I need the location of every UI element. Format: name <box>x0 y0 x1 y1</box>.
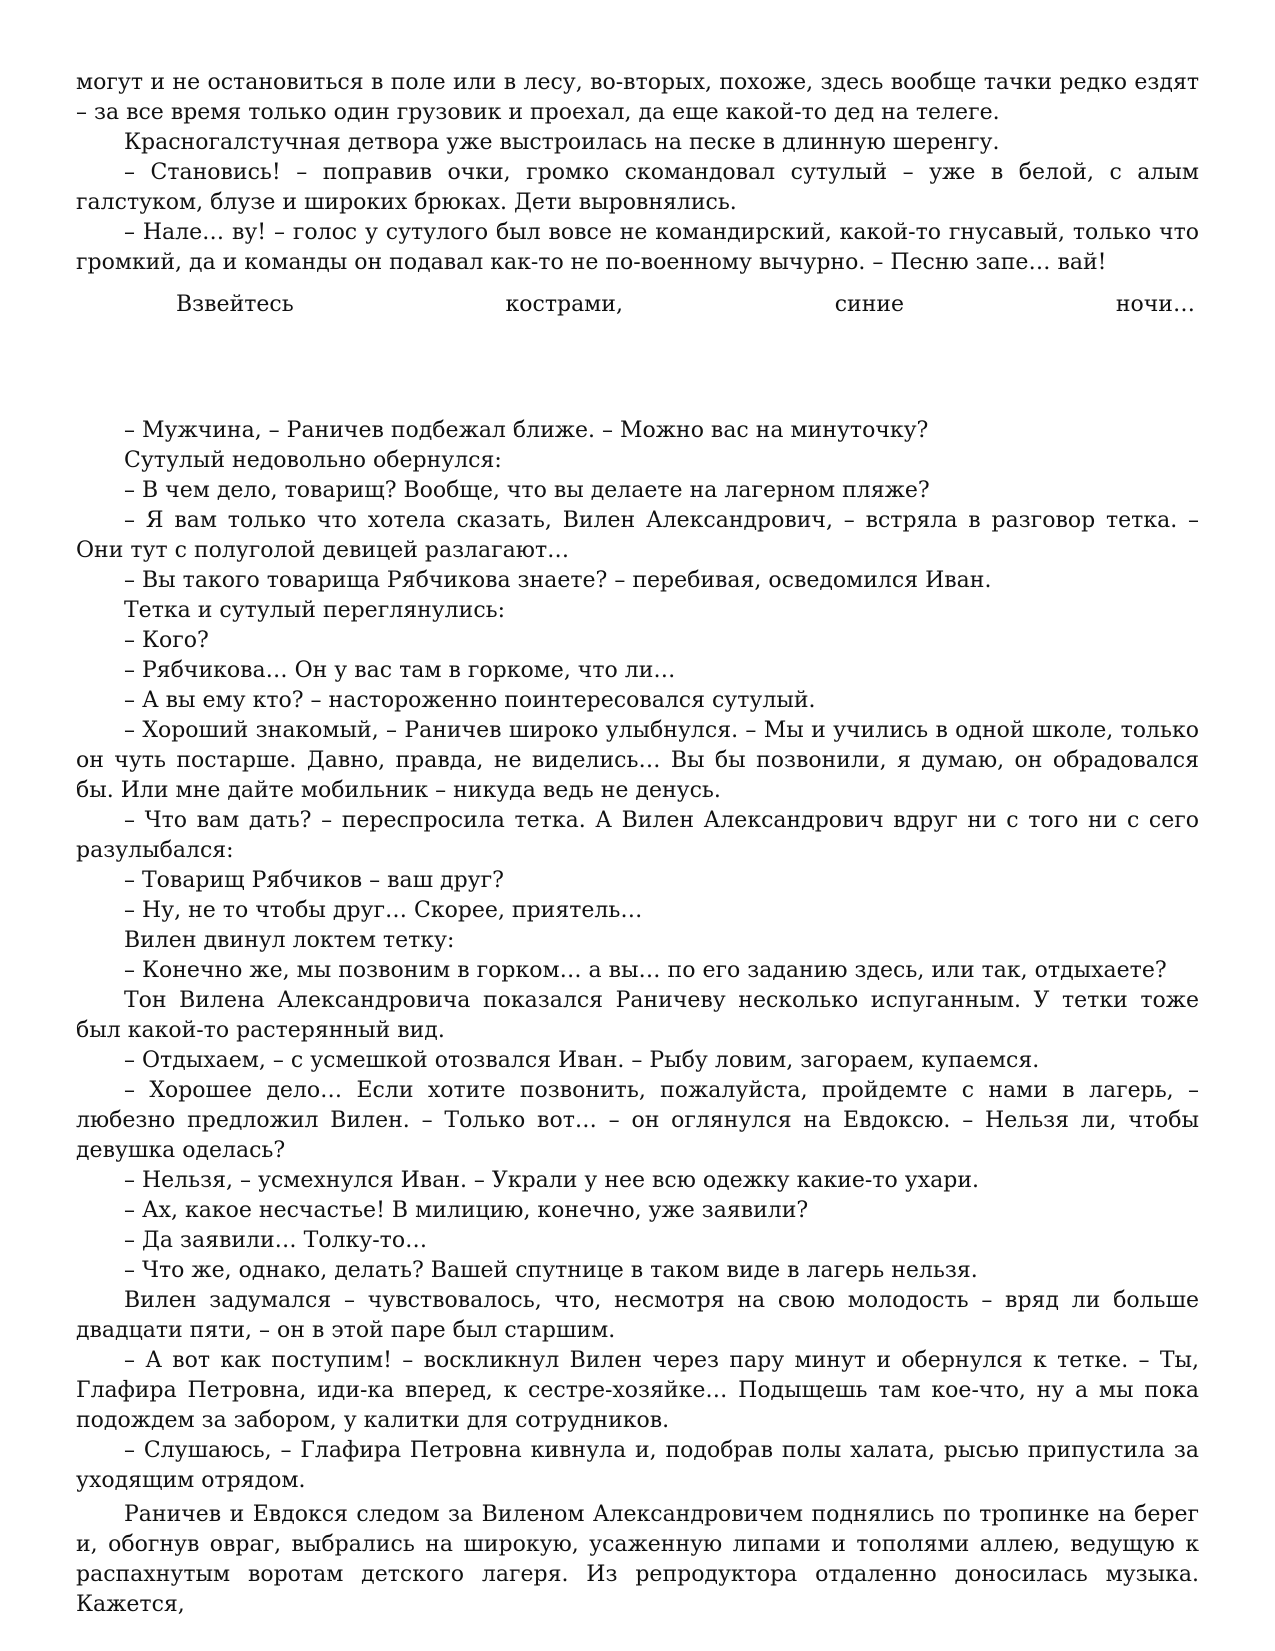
verse-word: синие <box>834 292 905 317</box>
verse-word: Взвейтесь <box>176 292 294 317</box>
paragraph: – Товарищ Рябчиков – ваш друг? <box>124 868 504 893</box>
paragraph: Вилен двинул локтем тетку: <box>124 928 455 953</box>
paragraph: – Что же, однако, делать? Вашей спутнице в таком виде в лагерь нельзя. <box>124 1258 978 1283</box>
paragraph-last: Раничев и Евдокся следом за Виленом Александровичем поднялись по тропинке на берег и, обогнув овраг, выбрались на широкую, усаженную липами и тополями аллею, ведущую к распахнутым воротам детского лагеря. Из репродуктора отдаленно доносилась музыка. Кажется, <box>76 1502 1199 1617</box>
paragraph: – Да заявили… Толку-то… <box>124 1228 428 1253</box>
paragraph: – Мужчина, – Раничев подбежал ближе. – Можно вас на минуточку? <box>124 418 929 443</box>
verse-word: ночи… <box>1115 292 1195 317</box>
paragraph: Тетка и сутулый переглянулись: <box>124 598 506 623</box>
paragraph: Красногалстучная детвора уже выстроилась на песке в длинную шеренгу. <box>124 130 1000 155</box>
paragraph: – А вы ему кто? – настороженно поинтересовался сутулый. <box>124 688 816 713</box>
paragraph: – Кого? <box>124 628 209 653</box>
paragraph: – Вы такого товарища Рябчикова знаете? – перебивая, осведомился Иван. <box>124 568 992 593</box>
paragraph-continuation: могут и не остановиться в поле или в лесу, во-вторых, похоже, здесь вообще тачки редко ездят – за все время только один грузовик и проехал, да еще какой-то дед на телеге. <box>76 70 1199 125</box>
paragraph: – Я вам только что хотела сказать, Вилен Александрович, – встряла в разговор тетка. – Они тут с полуголой девицей разлагают… <box>76 508 1199 563</box>
paragraph: – А вот как поступим! – воскликнул Вилен через пару минут и обернулся к тетке. – Ты, Глафира Петровна, иди-ка вперед, к сестре-хозяйке… Подыщешь там кое-что, ну а мы пока подождем за забором, у калитки для сотрудников. <box>76 1348 1199 1433</box>
song-verse <box>76 290 1199 320</box>
paragraph: – Хорошее дело… Если хотите позвонить, пожалуйста, пройдемте с нами в лагерь, – любезно предложил Вилен. – Только вот… – он оглянулся на Евдоксю. – Нельзя ли, чтобы девушка оделась? <box>76 1078 1199 1163</box>
paragraph: – Ах, какое несчастье! В милицию, конечно, уже заявили? <box>124 1198 809 1223</box>
paragraph: – Ну, не то чтобы друг… Скорее, приятель… <box>124 898 643 923</box>
paragraph: Сутулый недовольно обернулся: <box>124 448 502 473</box>
paragraph: – Становись! – поправив очки, громко скомандовал сутулый – уже в белой, с алым галстуком, блузе и широких брюках. Дети выровнялись. <box>76 160 1199 215</box>
document-page <box>76 68 1199 1620</box>
paragraph: – Слушаюсь, – Глафира Петровна кивнула и, подобрав полы халата, рысью припустила за уходящим отрядом. <box>76 1438 1199 1493</box>
paragraph: – Конечно же, мы позвоним в горком… а вы… по его заданию здесь, или так, отдыхаете? <box>124 958 1167 983</box>
paragraph: – Нале… ву! – голос у сутулого был вовсе не командирский, какой-то гнусавый, только что громкий, да и команды он подавал как-то не по-военному вычурно. – Песню запе… вай! <box>76 220 1199 275</box>
paragraph: – Отдыхаем, – с усмешкой отозвался Иван. – Рыбу ловим, загораем, купаемся. <box>124 1048 1040 1073</box>
blank-space <box>76 320 1199 416</box>
paragraph: – Что вам дать? – переспросила тетка. А Вилен Александрович вдруг ни с того ни с сего разулыбался: <box>76 808 1199 863</box>
verse-word: кострами, <box>505 292 623 317</box>
paragraph: – Хороший знакомый, – Раничев широко улыбнулся. – Мы и учились в одной школе, только он чуть постарше. Давно, правда, не виделись… Вы бы позвонили, я думаю, он обрадовался бы. Или мне дайте мобильник – никуда ведь не денусь. <box>76 718 1199 803</box>
paragraph: – В чем дело, товарищ? Вообще, что вы делаете на лагерном пляже? <box>124 478 930 503</box>
paragraph: – Нельзя, – усмехнулся Иван. – Украли у нее всю одежку какие-то ухари. <box>124 1168 979 1193</box>
paragraph: Тон Вилена Александровича показался Раничеву несколько испуганным. У тетки тоже был какой-то растерянный вид. <box>76 988 1199 1043</box>
paragraph: Вилен задумался – чувствовалось, что, несмотря на свою молодость – вряд ли больше двадцати пяти, – он в этой паре был старшим. <box>76 1288 1199 1343</box>
paragraph: – Рябчикова… Он у вас там в горкоме, что ли… <box>124 658 676 683</box>
